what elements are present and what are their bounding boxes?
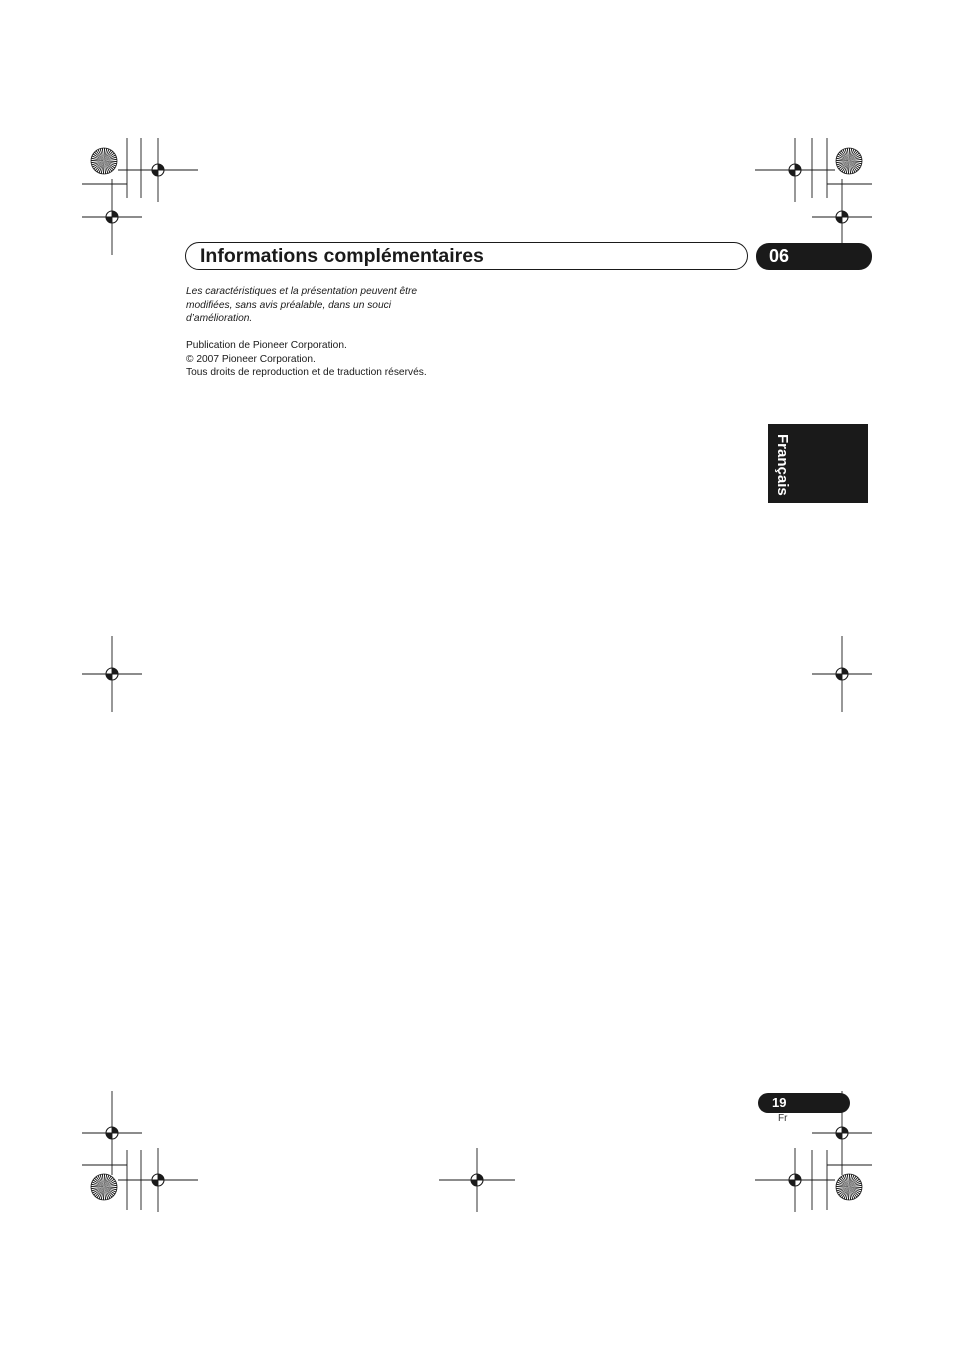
registration-quadrant <box>836 674 842 680</box>
registration-quadrant <box>106 674 112 680</box>
registration-quadrant <box>158 164 164 170</box>
rights-line: Tous droits de reproduction et de traduction réservés. <box>186 367 427 378</box>
registration-quadrant <box>795 1174 801 1180</box>
registration-quadrant <box>112 211 118 217</box>
publication-info <box>186 339 427 380</box>
registration-quadrant <box>471 1180 477 1186</box>
page-number: 19 <box>772 1095 787 1110</box>
publisher-line: Publication de Pioneer Corporation. <box>186 340 347 351</box>
registration-quadrant <box>112 668 118 674</box>
registration-quadrant <box>836 1133 842 1139</box>
registration-quadrant <box>152 170 158 176</box>
language-side-tab <box>768 424 868 503</box>
registration-quadrant <box>158 1174 164 1180</box>
registration-quadrant <box>842 211 848 217</box>
copyright-line: © 2007 Pioneer Corporation. <box>186 353 316 365</box>
note-text: Les caractéristiques et la présentation peuvent être modifiées, sans avis préalable, dans un souci d’amélioration. <box>186 286 418 324</box>
chapter-number: 06 <box>769 246 790 266</box>
registration-quadrant <box>789 170 795 176</box>
specification-note <box>186 285 456 326</box>
registration-quadrant <box>842 668 848 674</box>
registration-quadrant <box>477 1174 483 1180</box>
section-title-bar <box>185 242 748 270</box>
chapter-tab <box>756 243 872 270</box>
language-label: Français <box>774 434 791 496</box>
registration-quadrant <box>112 1127 118 1133</box>
page-language-code: Fr <box>778 1113 788 1124</box>
section-title: Informations complémentaires <box>200 245 484 267</box>
registration-quadrant <box>789 1180 795 1186</box>
registration-quadrant <box>106 1133 112 1139</box>
registration-quadrant <box>106 217 112 223</box>
registration-quadrant <box>795 164 801 170</box>
registration-quadrant <box>152 1180 158 1186</box>
page-number-tab <box>758 1093 850 1113</box>
registration-quadrant <box>842 1127 848 1133</box>
registration-quadrant <box>836 217 842 223</box>
